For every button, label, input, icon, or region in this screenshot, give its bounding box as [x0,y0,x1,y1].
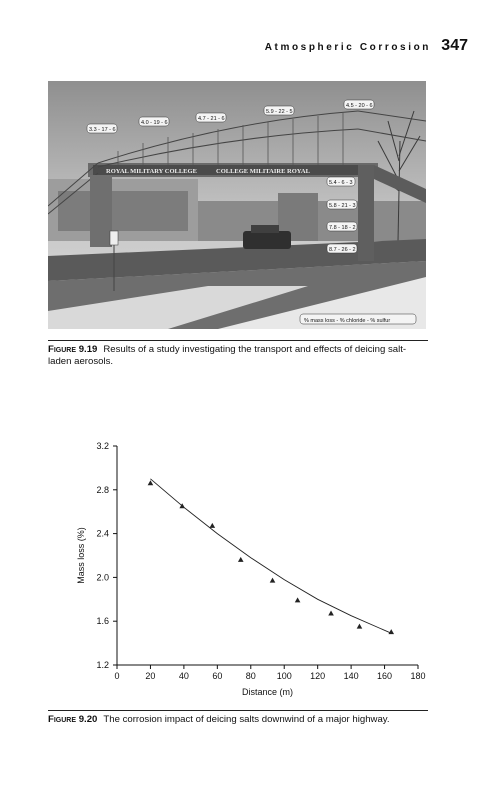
x-tick-label: 120 [310,671,326,681]
sample-label-4: 5.9 - 22 - 5 [266,109,293,115]
x-tick-label: 40 [178,671,189,681]
data-point-marker [238,557,244,562]
figure-9-19-caption [48,340,428,368]
x-tick-label: 0 [114,671,120,681]
x-axis-label: Distance (m) [241,687,294,697]
x-tick-label: 160 [377,671,393,681]
figure-9-19-label: Figure 9.19 [48,344,98,355]
x-tick-label: 180 [410,671,426,681]
figure-9-20-label: Figure 9.20 [48,714,98,725]
figure-9-20-caption-text: The corrosion impact of deicing salts downwind of a major highway. [103,714,390,725]
y-tick-label: 1.6 [96,616,109,627]
data-point-marker [295,597,301,602]
sample-label-9: 8.7 - 26 - 2 [329,247,356,253]
x-tick-label: 20 [145,671,156,681]
trend-curve [150,479,391,633]
page-number: 347 [441,37,468,54]
figure-9-20-caption [48,710,428,726]
data-point-marker [270,578,276,583]
sample-label-1: 3.3 - 17 - 6 [89,127,116,133]
y-tick-label: 3.2 [96,441,109,451]
y-tick-label: 1.2 [96,660,109,670]
sample-label-8: 7.8 - 18 - 2 [329,225,356,231]
x-tick-label: 140 [343,671,359,681]
y-tick-label: 2.0 [96,572,109,583]
x-tick-label: 100 [276,671,292,681]
running-title: Atmospheric Corrosion [264,42,431,53]
bridge-sign-left: ROYAL MILITARY COLLEGE [106,168,197,175]
sample-label-6: 5.4 - 6 - 3 [329,180,353,186]
sample-label-2: 4.0 - 19 - 6 [141,120,168,126]
sample-label-3: 4.7 - 21 - 6 [198,116,225,122]
figure-9-19-caption-text: Results of a study investigating the transport and effects of deicing salt-laden aerosols. [48,344,407,367]
mass-loss-chart [70,432,440,702]
bridge-sign-right: COLLEGE MILITAIRE ROYAL [216,168,310,175]
x-tick-label: 80 [245,671,256,681]
data-point-marker [328,611,334,616]
photo-legend: % mass loss - % chloride - % sulfur [304,318,391,324]
sample-label-5: 4.5 - 20 - 6 [346,103,373,109]
x-tick-label: 60 [212,671,223,681]
y-axis-label: Mass loss (%) [76,527,86,584]
data-point-marker [210,523,216,528]
data-point-marker [388,629,394,634]
y-tick-label: 2.8 [96,484,109,495]
figure-9-19-photo [48,81,426,329]
data-point-marker [357,624,363,629]
sample-label-7: 5.8 - 21 - 3 [329,203,356,209]
y-tick-label: 2.4 [96,528,109,539]
